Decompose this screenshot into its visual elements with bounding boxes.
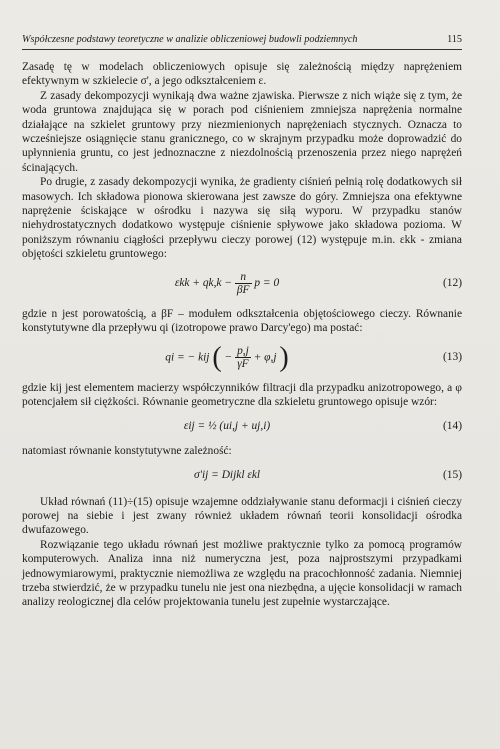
- eq13-open-paren: (: [212, 341, 222, 373]
- paragraph-4: gdzie n jest porowatością, a βF – modułem odkształcenia objętościowego cieczy. Równanie konstytutywne dla przepływu qi (izotropowe prawo Darcy'ego) ma postać:: [22, 307, 462, 335]
- eq13-numerator: p,j: [237, 345, 249, 357]
- eq13-denominator: γF: [237, 358, 249, 370]
- eq13-fraction: [235, 345, 251, 370]
- body-text: [22, 60, 462, 610]
- equation-15: [22, 468, 462, 482]
- equation-12: [22, 271, 462, 296]
- eq12-left: εkk + qk,k −: [174, 276, 233, 289]
- eq12-right: p = 0: [254, 276, 280, 289]
- eq14-label: (14): [443, 420, 462, 433]
- paragraph-5: gdzie kij jest elementem macierzy współczynników filtracji dla przypadku anizotropowego, a φ potencjałem sił ciężkości. Równanie geometryczne dla szkieletu gruntowego opisuje wzór:: [22, 381, 462, 408]
- paragraph-2: Z zasady dekompozycji wynikają dwa ważne zjawiska. Pierwsze z nich wiąże się z tym, że woda gruntowa znajdująca się w porach pod ciśnieniem zmniejsza naprężenia normalne działające na szkielet gruntowy przy niezmienionych naprężeniach stycznych. Oznacza to wcześniejsze osiągnięcie stanu granicznego, co w skrajnym przypadku może doprowadzić do upłynnienia gruntu, co jest jednoznaczne z niezdolnością przenoszenia przez niego naprężeń ścinających.: [22, 89, 462, 174]
- equation-13: qi = − kij ( − $\frac{p,j}{\gamma F}$ + φ,j ) (13): [165, 341, 462, 373]
- eq15-label: (15): [443, 469, 462, 482]
- eq13-left: qi = − kij: [165, 351, 210, 364]
- eq14-formula: εij = ½ (ui,j + uj,i): [183, 420, 271, 433]
- eq15-formula: σ'ij = Dijkl εkl: [193, 469, 261, 482]
- paragraph-1: Zasadę tę w modelach obliczeniowych opisuje się zależnością między naprężeniem efektywnym w szkielecie σ', a jego odkształceniem ε.: [22, 61, 462, 88]
- eq13-label: (13): [443, 351, 462, 364]
- eq13-close-paren: ): [279, 341, 289, 373]
- running-header: [22, 34, 462, 50]
- running-title: Współczesne podstawy teoretyczne w analizie obliczeniowej budowli podziemnych: [22, 34, 358, 45]
- eq12-denominator: βF: [236, 283, 250, 296]
- paragraph-8: Rozwiązanie tego układu równań jest możliwe praktycznie tylko za pomocą programów komputerowych. Analiza inna niż numeryczna jest, poza najprostszymi przypadkami jednowymiarowymi, praktycznie niemożliwa ze względu na pracochłonność zadania. Niemniej trzeba stwierdzić, że w przypadku tunelu nie jest ona niezbędna, a ujęcie konsolidacji w ramach analizy reologicznej dla celów projektowania tunelu jest zupełnie wystarczające.: [22, 538, 462, 609]
- equation-14: [22, 419, 462, 433]
- paragraph-7: Układ równań (11)÷(15) opisuje wzajemne oddziaływanie stanu deformacji i ciśnień cieczy porowej na siebie i jest zwany również układem równań teorii konsolidacji ośrodka dwufazowego.: [22, 495, 462, 537]
- eq12-fraction: [235, 271, 252, 296]
- eq13-right: + φ,j: [253, 351, 277, 364]
- paragraph-3: Po drugie, z zasady dekompozycji wynika, że gradienty ciśnień pełnią rolę dodatkowych sił masowych. Ich składowa pionowa skierowana jest zawsze do góry. Zmniejsza ona efektywne naprężenie ściskające w ośrodku i nazywa się siłą wyporu. W przypadku stanów niehydrostatycznych dodatkowo występuje ciśnienie spływowe jako składowa pozioma. W poniższym równaniu ciągłości przepływu cieczy porowej (12) występuje m.in. εkk - zmiana objętości szkieletu gruntowego:: [22, 176, 462, 261]
- eq12-numerator: n: [235, 271, 252, 284]
- eq12-label: (12): [443, 276, 462, 289]
- page-number: 115: [447, 34, 462, 45]
- paragraph-6: natomiast równanie konstytutywne zależność:: [22, 444, 232, 457]
